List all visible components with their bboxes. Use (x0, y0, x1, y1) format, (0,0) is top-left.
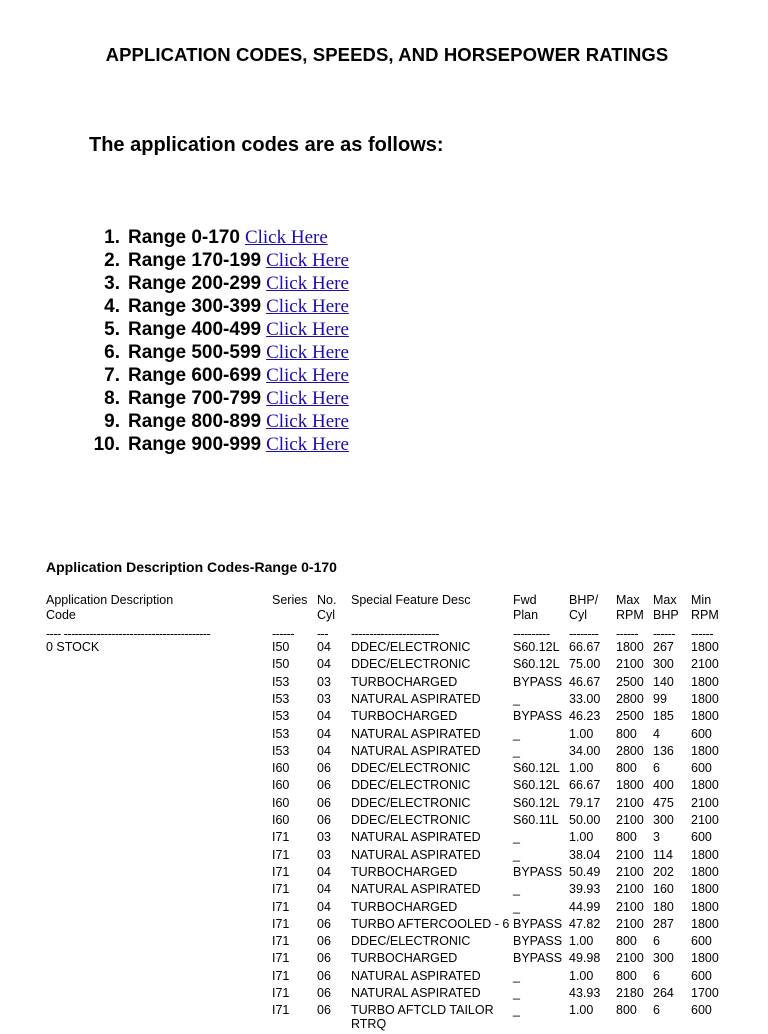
range-number: 6. (104, 342, 120, 363)
header-special-feature: Special Feature Desc (351, 593, 471, 607)
cell-fwd: BYPASS (513, 709, 563, 724)
header-application-description: Application Description Code (46, 593, 174, 622)
cell-bhpcyl: 66.67 (569, 778, 601, 793)
cell-bhpcyl: 1.00 (569, 761, 594, 776)
range-label: Range 800-899 (128, 411, 262, 432)
cell-fwd: BYPASS (513, 916, 563, 931)
cell-minrpm: 2100 (691, 657, 719, 672)
cell-maxrpm: 1800 (616, 640, 644, 654)
cell-minrpm: 600 (691, 761, 712, 776)
divider-bhpcyl: -------- (569, 627, 599, 641)
cell-series: I71 (272, 986, 290, 1000)
cell-series: I53 (272, 691, 290, 706)
cell-maxbhp: 160 (653, 882, 674, 897)
cell-bhpcyl: 44.99 (569, 899, 601, 914)
page-subtitle: The application codes are as follows: (89, 134, 444, 156)
divider-feat: ------------------------ (351, 627, 439, 641)
cell-bhpcyl: 43.93 (569, 986, 601, 1000)
cell-minrpm: 600 (691, 968, 712, 983)
divider-desc: ---- ---------------------------------------- (46, 627, 211, 641)
header-min-rpm: Min RPM (691, 593, 719, 622)
cell-maxrpm: 2100 (616, 795, 644, 810)
cell-desc: 0 STOCK (46, 640, 100, 654)
click-here-link[interactable]: Click Here (266, 273, 349, 294)
cell-feat: NATURAL ASPIRATED (351, 830, 481, 845)
table-row (0, 777, 768, 794)
cell-maxbhp: 136 (653, 743, 674, 758)
range-list (86, 226, 349, 456)
divider-cyl: --- (317, 627, 328, 641)
cell-series: I50 (272, 657, 290, 672)
range-item (86, 433, 349, 456)
cell-bhpcyl: 50.00 (569, 813, 601, 827)
cell-maxbhp: 202 (653, 864, 674, 879)
cell-fwd: _ (513, 847, 520, 862)
cell-feat-continued: RTRQ (351, 1017, 387, 1032)
cell-maxrpm: 800 (616, 726, 637, 741)
cell-minrpm: 1800 (691, 916, 719, 931)
cell-cyl: 04 (317, 726, 331, 741)
range-number: 1. (104, 227, 120, 248)
cell-maxbhp: 185 (653, 709, 674, 724)
table-row (0, 708, 768, 725)
cell-minrpm: 1800 (691, 640, 719, 654)
range-number: 10. (93, 434, 120, 455)
cell-maxrpm: 2180 (616, 986, 644, 1000)
table-row (0, 726, 768, 743)
cell-cyl: 04 (317, 882, 331, 897)
cell-cyl: 06 (317, 934, 331, 949)
cell-fwd: _ (513, 882, 520, 897)
cell-maxrpm: 800 (616, 934, 637, 949)
cell-feat: DDEC/ELECTRONIC (351, 657, 471, 672)
cell-maxrpm: 2500 (616, 674, 644, 689)
divider-minrpm: ------ (691, 627, 713, 641)
cell-minrpm: 1800 (691, 674, 719, 689)
cell-feat: DDEC/ELECTRONIC (351, 934, 471, 949)
cell-bhpcyl: 79.17 (569, 795, 601, 810)
click-here-link[interactable]: Click Here (266, 296, 349, 317)
cell-bhpcyl: 46.67 (569, 674, 601, 689)
cell-minrpm: 600 (691, 934, 712, 949)
cell-series: I71 (272, 951, 290, 966)
cell-maxrpm: 2100 (616, 899, 644, 914)
cell-feat: NATURAL ASPIRATED (351, 882, 481, 897)
cell-fwd: _ (513, 743, 520, 758)
cell-cyl: 06 (317, 916, 331, 931)
click-here-link[interactable]: Click Here (244, 227, 328, 248)
cell-cyl: 06 (317, 951, 331, 966)
cell-maxrpm: 2100 (616, 882, 644, 897)
cell-maxbhp: 267 (653, 640, 674, 654)
table-row (0, 881, 768, 898)
table-row (0, 968, 768, 985)
cell-fwd: S60.12L (513, 795, 560, 810)
cell-minrpm: 1800 (691, 709, 719, 724)
cell-fwd: _ (513, 726, 520, 741)
range-label: Range 600-699 (128, 365, 262, 386)
cell-cyl: 03 (317, 691, 331, 706)
header-bhp-cyl: BHP/ Cyl (569, 593, 599, 622)
cell-bhpcyl: 49.98 (569, 951, 601, 966)
cell-fwd: _ (513, 691, 520, 706)
range-item (86, 341, 349, 364)
cell-series: I71 (272, 916, 290, 931)
cell-cyl: 06 (317, 761, 331, 776)
cell-feat: TURBOCHARGED (351, 864, 458, 879)
cell-maxbhp: 114 (653, 847, 673, 862)
cell-feat: TURBOCHARGED (351, 899, 458, 914)
range-label: Range 300-399 (128, 296, 262, 317)
cell-cyl: 06 (317, 986, 331, 1000)
cell-bhpcyl: 1.00 (569, 968, 594, 983)
cell-maxbhp: 4 (653, 726, 660, 741)
cell-cyl: 06 (317, 795, 331, 810)
divider-maxbhp: ------ (653, 627, 675, 641)
cell-minrpm: 1800 (691, 778, 719, 793)
divider-maxrpm: ------ (616, 627, 638, 641)
cell-minrpm: 2100 (691, 795, 719, 810)
cell-fwd: _ (513, 830, 520, 845)
cell-maxrpm: 2100 (616, 657, 644, 672)
cell-fwd: S60.11L (513, 813, 559, 827)
cell-maxrpm: 800 (616, 830, 637, 845)
range-item (86, 387, 349, 410)
range-item (86, 249, 349, 272)
cell-fwd: S60.12L (513, 640, 560, 654)
cell-feat: TURBO AFTERCOOLED - 6 (351, 916, 510, 931)
cell-feat: TURBOCHARGED (351, 674, 458, 689)
cell-bhpcyl: 39.93 (569, 882, 601, 897)
cell-fwd: _ (513, 1003, 520, 1018)
click-here-link[interactable]: Click Here (266, 250, 349, 271)
cell-bhpcyl: 50.49 (569, 864, 601, 879)
cell-cyl: 04 (317, 864, 331, 879)
cell-fwd: BYPASS (513, 934, 563, 949)
cell-maxrpm: 800 (616, 968, 637, 983)
range-label: Range 170-199 (128, 250, 262, 271)
cell-maxbhp: 287 (653, 916, 674, 931)
table-row (0, 985, 768, 1002)
cell-minrpm: 600 (691, 1003, 712, 1018)
cell-minrpm: 1800 (691, 743, 719, 758)
cell-maxrpm: 2800 (616, 743, 644, 758)
cell-bhpcyl: 34.00 (569, 743, 601, 758)
cell-maxbhp: 300 (653, 657, 674, 672)
cell-cyl: 04 (317, 640, 331, 654)
header-max-rpm: Max RPM (616, 593, 644, 622)
click-here-link[interactable]: Click Here (266, 388, 349, 409)
cell-minrpm: 1800 (691, 899, 719, 914)
table-row (0, 760, 768, 777)
range-label: Range 900-999 (128, 434, 262, 455)
cell-bhpcyl: 33.00 (569, 691, 601, 706)
cell-maxrpm: 2100 (616, 916, 644, 931)
cell-minrpm: 1800 (691, 882, 719, 897)
cell-feat: NATURAL ASPIRATED (351, 726, 481, 741)
cell-bhpcyl: 1.00 (569, 934, 594, 949)
cell-maxrpm: 2100 (616, 864, 644, 879)
table-row (0, 674, 768, 691)
cell-maxbhp: 6 (653, 934, 660, 949)
cell-feat: NATURAL ASPIRATED (351, 986, 481, 1000)
cell-series: I71 (272, 847, 290, 862)
cell-bhpcyl: 47.82 (569, 916, 601, 931)
divider-series: ------ (272, 627, 294, 641)
click-here-link[interactable]: Click Here (266, 342, 349, 363)
cell-minrpm: 2100 (691, 813, 719, 827)
cell-maxbhp: 300 (653, 813, 674, 827)
cell-feat: NATURAL ASPIRATED (351, 691, 481, 706)
cell-maxbhp: 6 (653, 1003, 660, 1018)
cell-cyl: 04 (317, 899, 331, 914)
table-row (0, 812, 768, 829)
cell-fwd: BYPASS (513, 674, 563, 689)
cell-cyl: 04 (317, 709, 331, 724)
range-number: 4. (104, 296, 120, 317)
range-number: 2. (104, 250, 120, 271)
cell-fwd: S60.12L (513, 657, 560, 672)
divider-fwd: ---------- (513, 627, 550, 641)
cell-feat: TURBOCHARGED (351, 709, 458, 724)
cell-maxrpm: 800 (616, 1003, 637, 1018)
cell-fwd: _ (513, 986, 520, 1000)
header-max-bhp: Max BHP (653, 593, 679, 622)
cell-maxbhp: 6 (653, 968, 660, 983)
table-header-row (0, 593, 768, 627)
cell-maxbhp: 3 (653, 830, 660, 845)
cell-fwd: _ (513, 968, 520, 983)
cell-series: I60 (272, 761, 290, 776)
cell-feat: DDEC/ELECTRONIC (351, 640, 471, 654)
cell-series: I53 (272, 726, 290, 741)
cell-series: I53 (272, 709, 290, 724)
table-row (0, 899, 768, 916)
cell-series: I53 (272, 674, 290, 689)
cell-bhpcyl: 1.00 (569, 830, 594, 845)
cell-fwd: S60.12L (513, 761, 560, 776)
range-item (86, 410, 349, 433)
table-row (0, 656, 768, 673)
table-row (0, 829, 768, 846)
click-here-link[interactable]: Click Here (266, 411, 349, 432)
table-row (0, 743, 768, 760)
cell-minrpm: 1800 (691, 847, 719, 862)
range-label: Range 700-799 (128, 388, 262, 409)
cell-bhpcyl: 38.04 (569, 847, 601, 862)
range-number: 8. (104, 388, 120, 409)
range-item (86, 272, 349, 295)
cell-feat: TURBO AFTCLD TAILOR (351, 1003, 494, 1018)
cell-series: I71 (272, 968, 290, 983)
range-number: 9. (104, 411, 120, 432)
cell-series: I53 (272, 743, 290, 758)
cell-minrpm: 1800 (691, 691, 719, 706)
table-row (0, 1002, 768, 1032)
cell-series: I71 (272, 1003, 290, 1018)
cell-series: I50 (272, 640, 290, 654)
range-number: 7. (104, 365, 120, 386)
cell-series: I71 (272, 899, 290, 914)
cell-maxrpm: 2100 (616, 951, 644, 966)
cell-maxbhp: 6 (653, 761, 660, 776)
cell-series: I60 (272, 795, 290, 810)
table-row (0, 864, 768, 881)
table-row (0, 933, 768, 950)
cell-bhpcyl: 66.67 (569, 640, 601, 654)
range-item (86, 364, 349, 387)
table-row (0, 691, 768, 708)
cell-cyl: 04 (317, 657, 331, 672)
cell-cyl: 03 (317, 847, 331, 862)
cell-maxbhp: 400 (653, 778, 674, 793)
cell-maxbhp: 475 (653, 795, 674, 810)
page-title: APPLICATION CODES, SPEEDS, AND HORSEPOWER RATINGS (105, 44, 669, 65)
cell-maxrpm: 2800 (616, 691, 644, 706)
cell-maxbhp: 99 (653, 691, 667, 706)
range-number: 3. (104, 273, 120, 294)
cell-fwd: BYPASS (513, 951, 563, 966)
cell-fwd: BYPASS (513, 864, 563, 879)
range-number: 5. (104, 319, 120, 340)
cell-feat: DDEC/ELECTRONIC (351, 813, 471, 827)
range-label: Range 500-599 (128, 342, 262, 363)
cell-maxrpm: 2500 (616, 709, 644, 724)
cell-series: I71 (272, 882, 290, 897)
cell-cyl: 03 (317, 674, 331, 689)
click-here-link[interactable]: Click Here (266, 434, 349, 455)
range-item (86, 226, 349, 249)
cell-maxrpm: 2100 (616, 813, 644, 827)
cell-feat: NATURAL ASPIRATED (351, 968, 481, 983)
cell-cyl: 06 (317, 778, 331, 793)
table-row (0, 847, 768, 864)
cell-maxbhp: 300 (653, 951, 674, 966)
cell-series: I60 (272, 778, 290, 793)
range-label: Range 200-299 (128, 273, 262, 294)
section-title: Application Description Codes-Range 0-170 (46, 559, 337, 575)
cell-fwd: _ (513, 899, 520, 914)
cell-bhpcyl: 1.00 (569, 726, 594, 741)
cell-bhpcyl: 1.00 (569, 1003, 594, 1018)
header-fwd-plan: Fwd Plan (513, 593, 539, 622)
cell-maxrpm: 800 (616, 761, 637, 776)
cell-maxbhp: 140 (653, 674, 674, 689)
cell-cyl: 03 (317, 830, 331, 845)
cell-minrpm: 600 (691, 726, 712, 741)
cell-feat: NATURAL ASPIRATED (351, 847, 481, 862)
cell-fwd: S60.12L (513, 778, 560, 793)
cell-maxbhp: 264 (653, 986, 674, 1000)
cell-bhpcyl: 75.00 (569, 657, 601, 672)
cell-minrpm: 1700 (691, 986, 719, 1000)
cell-maxbhp: 180 (653, 899, 674, 914)
range-label: Range 0-170 (128, 227, 240, 248)
header-series: Series (272, 593, 308, 607)
cell-minrpm: 600 (691, 830, 712, 845)
cell-feat: DDEC/ELECTRONIC (351, 778, 471, 793)
cell-feat: DDEC/ELECTRONIC (351, 761, 471, 776)
table-row (0, 916, 768, 933)
table-row (0, 950, 768, 967)
cell-cyl: 06 (317, 1003, 331, 1018)
table-row (0, 795, 768, 812)
table-row (0, 639, 768, 656)
range-label: Range 400-499 (128, 319, 262, 340)
cell-minrpm: 1800 (691, 864, 719, 879)
cell-maxrpm: 1800 (616, 778, 644, 793)
cell-series: I71 (272, 830, 290, 845)
cell-series: I71 (272, 934, 290, 949)
cell-cyl: 06 (317, 813, 331, 827)
click-here-link[interactable]: Click Here (266, 365, 349, 386)
cell-feat: DDEC/ELECTRONIC (351, 795, 471, 810)
cell-maxrpm: 2100 (616, 847, 644, 862)
click-here-link[interactable]: Click Here (266, 319, 349, 340)
cell-feat: TURBOCHARGED (351, 951, 458, 966)
cell-cyl: 04 (317, 743, 331, 758)
cell-minrpm: 1800 (691, 951, 719, 966)
cell-cyl: 06 (317, 968, 331, 983)
cell-feat: NATURAL ASPIRATED (351, 743, 481, 758)
header-no-cyl: No. Cyl (317, 593, 337, 622)
range-item (86, 295, 349, 318)
cell-bhpcyl: 46.23 (569, 709, 601, 724)
cell-series: I60 (272, 813, 290, 827)
range-item (86, 318, 349, 341)
cell-series: I71 (272, 864, 290, 879)
